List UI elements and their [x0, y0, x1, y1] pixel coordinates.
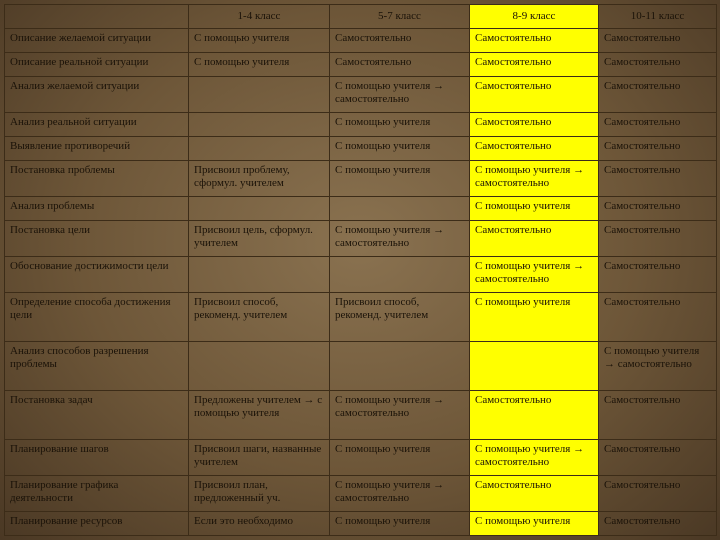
cell-grade-8-9: С помощью учителя — [470, 293, 599, 342]
cell-grade-10-11: Самостоятельно — [599, 293, 717, 342]
cell-grade-8-9: Самостоятельно — [470, 29, 599, 53]
header-empty-cell — [5, 5, 189, 29]
row-label: Анализ проблемы — [5, 196, 189, 220]
row-label: Анализ реальной ситуации — [5, 112, 189, 136]
cell-grade-1-4 — [189, 257, 330, 293]
cell-grade-10-11: Самостоятельно — [599, 220, 717, 256]
header-grade-5-7: 5-7 класс — [330, 5, 470, 29]
cell-grade-1-4 — [189, 342, 330, 391]
cell-grade-10-11: Самостоятельно — [599, 390, 717, 439]
table-row — [5, 220, 717, 256]
row-label: Описание реальной ситуации — [5, 52, 189, 76]
table-row — [5, 390, 717, 439]
table-row — [5, 112, 717, 136]
header-grade-1-4: 1-4 класс — [189, 5, 330, 29]
table-row — [5, 136, 717, 160]
cell-grade-1-4: Если это необходимо — [189, 512, 330, 536]
cell-grade-8-9: С помощью учителя — [470, 196, 599, 220]
cell-grade-1-4: Присвоил план, предложенный уч. — [189, 475, 330, 511]
cell-grade-8-9: Самостоятельно — [470, 475, 599, 511]
cell-grade-5-7: С помощью учителя — [330, 136, 470, 160]
cell-grade-8-9: Самостоятельно — [470, 112, 599, 136]
cell-grade-10-11: Самостоятельно — [599, 512, 717, 536]
table-row — [5, 29, 717, 53]
table-row — [5, 475, 717, 511]
row-label: Постановка проблемы — [5, 160, 189, 196]
cell-grade-5-7: С помощью учителя → самостоятельно — [330, 475, 470, 511]
cell-grade-8-9: С помощью учителя → самостоятельно — [470, 160, 599, 196]
cell-grade-10-11: Самостоятельно — [599, 257, 717, 293]
row-label: Постановка цели — [5, 220, 189, 256]
cell-grade-1-4: Присвоил шаги, названные учителем — [189, 439, 330, 475]
header-grade-8-9: 8-9 класс — [470, 5, 599, 29]
cell-grade-5-7: Самостоятельно — [330, 29, 470, 53]
cell-grade-10-11: Самостоятельно — [599, 52, 717, 76]
row-label: Определение способа достижения цели — [5, 293, 189, 342]
row-label: Описание желаемой ситуации — [5, 29, 189, 53]
cell-grade-10-11: Самостоятельно — [599, 196, 717, 220]
cell-grade-5-7 — [330, 342, 470, 391]
cell-grade-10-11: Самостоятельно — [599, 439, 717, 475]
cell-grade-8-9: С помощью учителя → самостоятельно — [470, 439, 599, 475]
cell-grade-5-7: С помощью учителя → самостоятельно — [330, 76, 470, 112]
cell-grade-10-11: Самостоятельно — [599, 29, 717, 53]
cell-grade-1-4: Предложены учителем → с помощью учителя — [189, 390, 330, 439]
header-grade-10-11: 10-11 класс — [599, 5, 717, 29]
cell-grade-8-9: С помощью учителя → самостоятельно — [470, 257, 599, 293]
row-label: Постановка задач — [5, 390, 189, 439]
cell-grade-5-7: С помощью учителя → самостоятельно — [330, 390, 470, 439]
cell-grade-5-7: С помощью учителя — [330, 160, 470, 196]
table-row — [5, 76, 717, 112]
cell-grade-10-11: Самостоятельно — [599, 160, 717, 196]
cell-grade-5-7: С помощью учителя → самостоятельно — [330, 220, 470, 256]
cell-grade-8-9: Самостоятельно — [470, 52, 599, 76]
cell-grade-10-11: Самостоятельно — [599, 76, 717, 112]
cell-grade-1-4: С помощью учителя — [189, 29, 330, 53]
header-row — [5, 5, 717, 29]
cell-grade-1-4 — [189, 196, 330, 220]
row-label: Планирование ресурсов — [5, 512, 189, 536]
cell-grade-10-11: Самостоятельно — [599, 475, 717, 511]
cell-grade-10-11: С помощью учителя → самостоятельно — [599, 342, 717, 391]
table-row — [5, 512, 717, 536]
table-row — [5, 439, 717, 475]
cell-grade-5-7 — [330, 257, 470, 293]
cell-grade-5-7: Самостоятельно — [330, 52, 470, 76]
cell-grade-5-7: С помощью учителя — [330, 512, 470, 536]
table-row — [5, 293, 717, 342]
table-row — [5, 257, 717, 293]
cell-grade-1-4 — [189, 76, 330, 112]
row-label: Обоснование достижимости цели — [5, 257, 189, 293]
row-label: Анализ способов разрешения проблемы — [5, 342, 189, 391]
cell-grade-1-4 — [189, 136, 330, 160]
cell-grade-1-4: Присвоил цель, сформул. учителем — [189, 220, 330, 256]
cell-grade-8-9: С помощью учителя — [470, 512, 599, 536]
cell-grade-1-4: Присвоил способ, рекоменд. учителем — [189, 293, 330, 342]
table-row — [5, 160, 717, 196]
row-label: Анализ желаемой ситуации — [5, 76, 189, 112]
cell-grade-8-9: Самостоятельно — [470, 220, 599, 256]
cell-grade-8-9: Самостоятельно — [470, 76, 599, 112]
cell-grade-1-4 — [189, 112, 330, 136]
cell-grade-10-11: Самостоятельно — [599, 136, 717, 160]
cell-grade-5-7 — [330, 196, 470, 220]
cell-grade-5-7: С помощью учителя — [330, 112, 470, 136]
cell-grade-1-4: С помощью учителя — [189, 52, 330, 76]
table-row — [5, 342, 717, 391]
cell-grade-1-4: Присвоил проблему, сформул. учителем — [189, 160, 330, 196]
table-row — [5, 52, 717, 76]
row-label: Выявление противоречий — [5, 136, 189, 160]
cell-grade-5-7: С помощью учителя — [330, 439, 470, 475]
row-label: Планирование графика деятельности — [5, 475, 189, 511]
cell-grade-8-9: Самостоятельно — [470, 136, 599, 160]
table-row — [5, 196, 717, 220]
cell-grade-10-11: Самостоятельно — [599, 112, 717, 136]
cell-grade-8-9 — [470, 342, 599, 391]
cell-grade-5-7: Присвоил способ, рекоменд. учителем — [330, 293, 470, 342]
row-label: Планирование шагов — [5, 439, 189, 475]
cell-grade-8-9: Самостоятельно — [470, 390, 599, 439]
project-skills-table — [4, 4, 717, 536]
